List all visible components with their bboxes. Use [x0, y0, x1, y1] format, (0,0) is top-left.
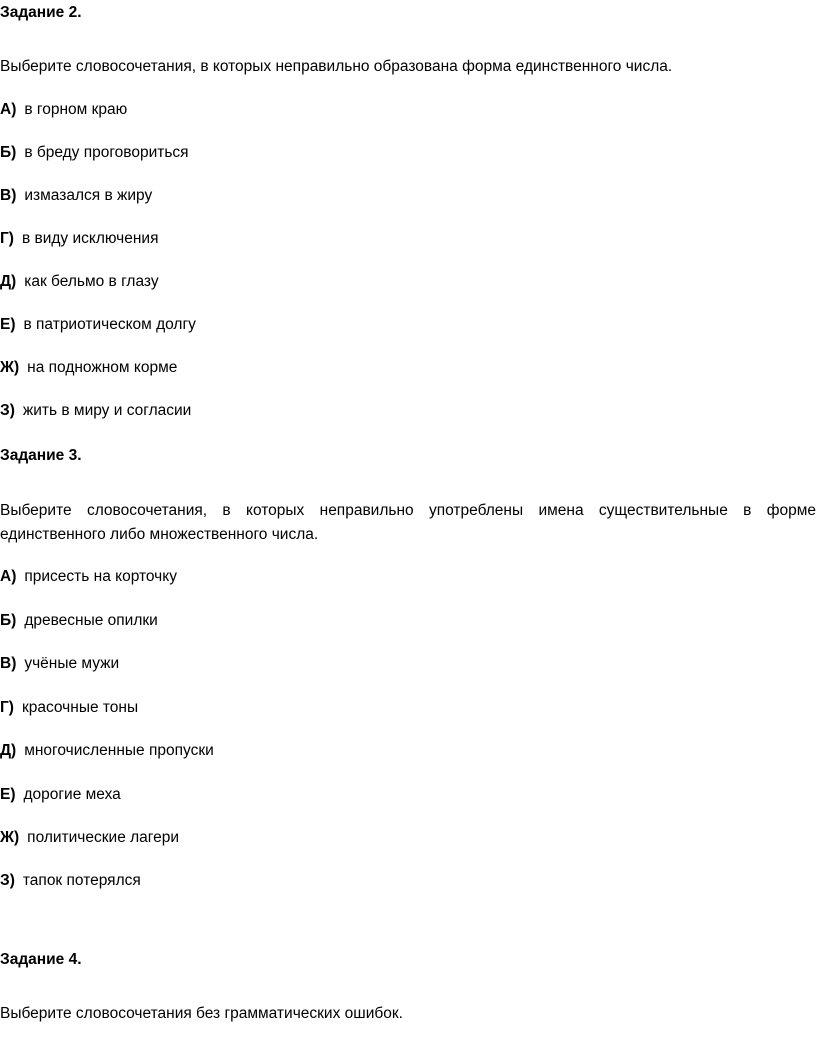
option-letter: Б) [0, 612, 17, 629]
task4-heading: Задание 4. [0, 951, 82, 968]
task2-option-z [0, 402, 191, 420]
task3-option-zh [0, 829, 179, 847]
option-text: жить в миру и согласии [22, 402, 192, 419]
option-letter: Г) [0, 230, 14, 247]
option-letter: З) [0, 872, 15, 889]
task4-prompt: Выберите словосочетания без грамматических ошибок. [0, 1005, 403, 1022]
task3-prompt: Выберите словосочетания, в которых неправильно употреблены имена существительные в форме единственного либо множественного числа. [0, 502, 816, 543]
option-text: как бельмо в глазу [24, 273, 159, 290]
task2-option-zh [0, 359, 177, 377]
task2-option-b [0, 144, 189, 162]
option-letter: З) [0, 402, 15, 419]
option-letter: В) [0, 655, 17, 672]
option-letter: Е) [0, 316, 16, 333]
task3-option-b [0, 612, 158, 630]
option-letter: Ж) [0, 359, 20, 376]
option-text: учёные мужи [24, 655, 120, 672]
task2-prompt: Выберите словосочетания, в которых неправильно образована форма единственного числа. [0, 58, 673, 75]
task2-option-a [0, 101, 127, 119]
option-text: древесные опилки [24, 612, 158, 629]
task3-option-g [0, 699, 138, 717]
option-letter: В) [0, 187, 17, 204]
task2-option-d [0, 273, 159, 291]
option-letter: Б) [0, 144, 17, 161]
option-text: на подножном корме [27, 359, 178, 376]
task2-option-v [0, 187, 152, 205]
option-text: в виду исключения [21, 230, 159, 247]
task3-option-z [0, 872, 141, 890]
option-text: красочные тоны [21, 699, 139, 716]
option-text: многочисленные пропуски [24, 742, 214, 759]
task3-option-e [0, 786, 121, 804]
task3-option-d [0, 742, 214, 760]
task2-heading: Задание 2. [0, 4, 82, 21]
option-letter: Ж) [0, 829, 20, 846]
option-letter: Е) [0, 786, 16, 803]
option-text: в горном краю [24, 101, 128, 118]
task2-option-e [0, 316, 196, 334]
option-text: присесть на корточку [24, 568, 177, 585]
task3-option-a [0, 568, 177, 586]
option-text: политические лагери [27, 829, 179, 846]
option-text: в патриотическом долгу [23, 316, 196, 333]
option-text: тапок потерялся [22, 872, 141, 889]
option-text: дорогие меха [23, 786, 121, 803]
option-letter: Д) [0, 273, 17, 290]
task2-option-g [0, 230, 159, 248]
option-text: в бреду проговориться [24, 144, 189, 161]
option-letter: А) [0, 101, 17, 118]
option-text: измазался в жиру [24, 187, 153, 204]
option-letter: Д) [0, 742, 17, 759]
option-letter: А) [0, 568, 17, 585]
option-letter: Г) [0, 699, 14, 716]
task3-heading: Задание 3. [0, 447, 82, 464]
task3-option-v [0, 655, 119, 673]
